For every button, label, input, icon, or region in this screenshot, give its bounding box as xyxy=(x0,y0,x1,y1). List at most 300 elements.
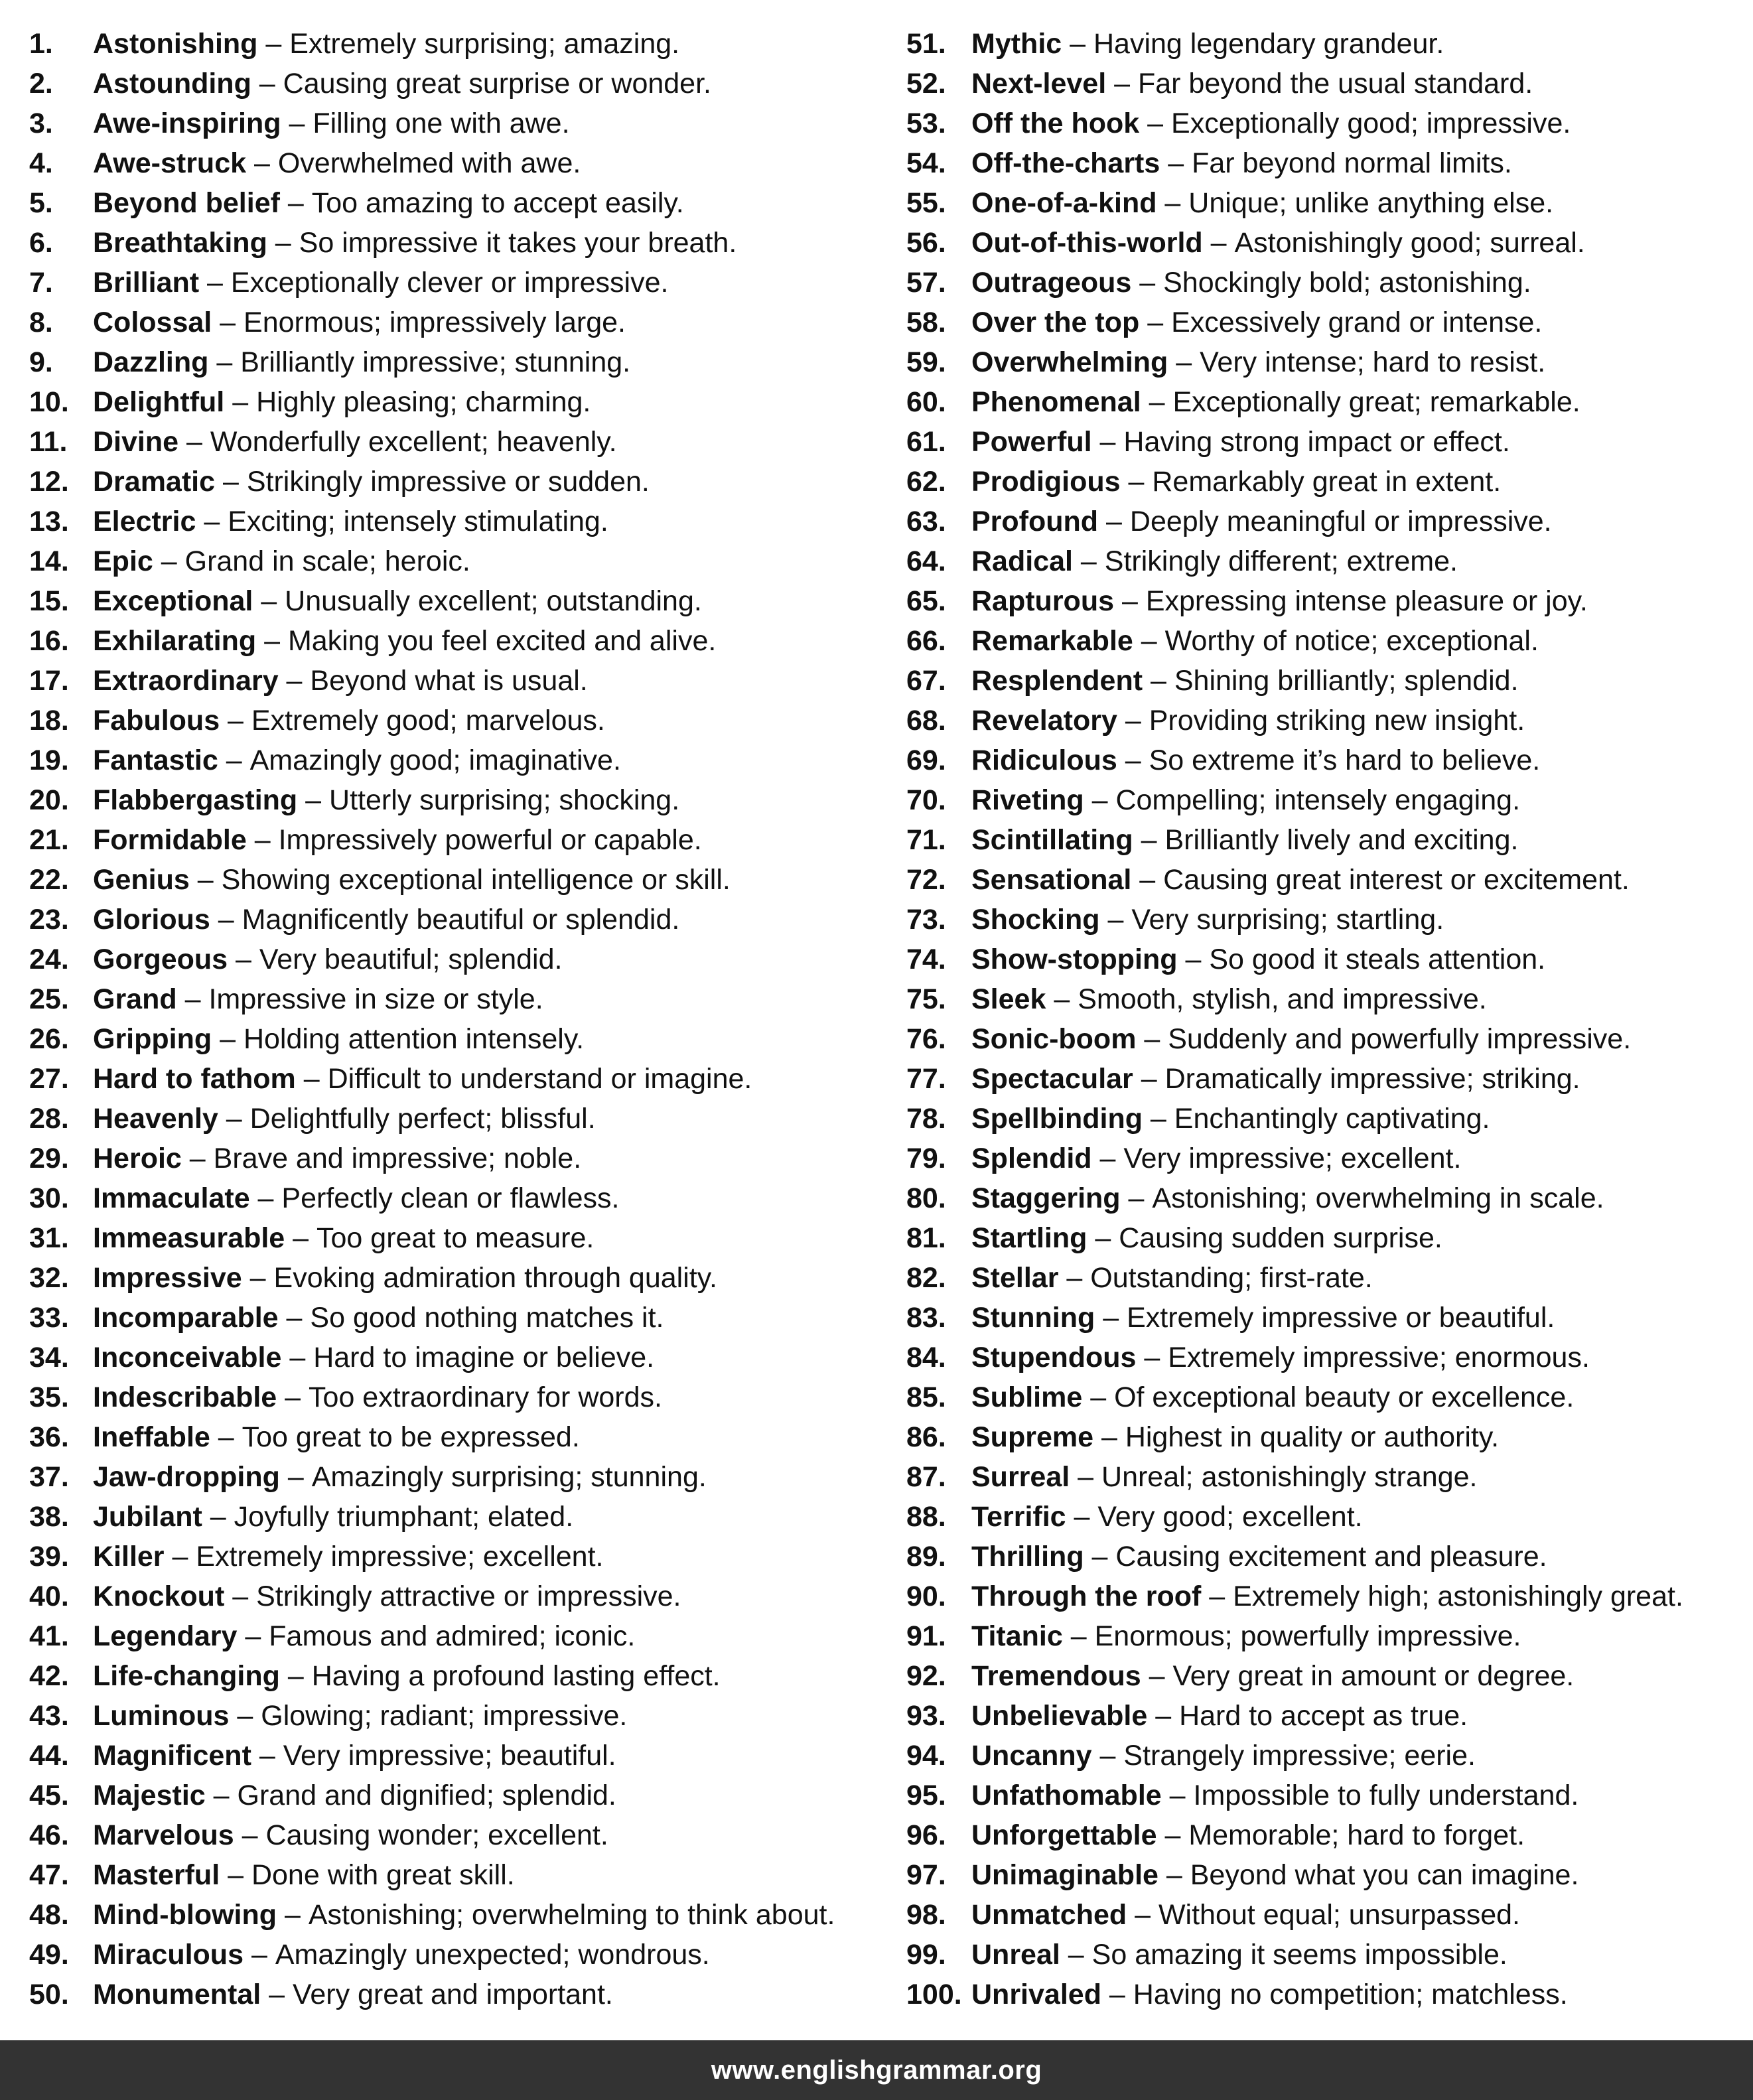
item-separator: – xyxy=(1131,267,1164,299)
list-item xyxy=(906,1139,1742,1178)
item-definition: Having legendary grandeur. xyxy=(1093,28,1444,60)
list-item xyxy=(29,64,885,104)
item-word: Dazzling xyxy=(93,346,209,378)
item-word: Sleek xyxy=(971,983,1046,1015)
item-definition: Exceptionally clever or impressive. xyxy=(230,267,669,299)
item-number: 46. xyxy=(29,1819,69,1851)
item-separator: – xyxy=(1141,1660,1173,1692)
item-separator: – xyxy=(281,107,313,139)
item-word: Epic xyxy=(93,545,153,577)
item-separator: – xyxy=(1066,1501,1098,1533)
list-item xyxy=(29,1059,885,1099)
item-number: 66. xyxy=(906,625,946,657)
item-definition: Amazingly surprising; stunning. xyxy=(311,1461,707,1493)
item-number: 26. xyxy=(29,1023,69,1055)
item-number: 85. xyxy=(906,1381,946,1413)
website-url[interactable]: www.englishgrammar.org xyxy=(711,2055,1042,2085)
item-number: 27. xyxy=(29,1063,69,1095)
item-word: Delightful xyxy=(93,386,225,418)
item-number: 10. xyxy=(29,386,69,418)
item-definition: Providing striking new insight. xyxy=(1149,705,1525,736)
item-word: Miraculous xyxy=(93,1939,244,1971)
item-separator: – xyxy=(210,1421,242,1453)
item-word: Supreme xyxy=(971,1421,1094,1453)
item-number: 80. xyxy=(906,1182,946,1214)
list-item xyxy=(906,780,1742,820)
item-word: Next-level xyxy=(971,68,1107,100)
item-number: 43. xyxy=(29,1700,69,1732)
item-separator: – xyxy=(1133,824,1165,856)
item-separator: – xyxy=(1177,944,1210,975)
item-number: 61. xyxy=(906,426,946,458)
item-definition: Having strong impact or effect. xyxy=(1123,426,1510,458)
item-separator: – xyxy=(1117,744,1149,776)
item-separator: – xyxy=(1120,466,1153,498)
list-item xyxy=(29,940,885,979)
item-separator: – xyxy=(253,585,285,617)
list-item xyxy=(906,940,1742,979)
item-definition: Astonishing; overwhelming in scale. xyxy=(1152,1182,1604,1214)
list-item xyxy=(906,422,1742,462)
item-definition: Magnificently beautiful or splendid. xyxy=(242,904,680,936)
list-item xyxy=(906,1616,1742,1656)
left-column-list xyxy=(29,24,885,2014)
item-definition: Expressing intense pleasure or joy. xyxy=(1145,585,1588,617)
item-number: 83. xyxy=(906,1302,946,1334)
list-item xyxy=(906,1457,1742,1497)
item-number: 92. xyxy=(906,1660,946,1692)
item-word: Indescribable xyxy=(93,1381,277,1413)
item-word: Immeasurable xyxy=(93,1222,285,1254)
item-definition: Brave and impressive; noble. xyxy=(213,1143,582,1174)
item-definition: Shining brilliantly; splendid. xyxy=(1174,665,1519,697)
item-number: 30. xyxy=(29,1182,69,1214)
item-definition: Done with great skill. xyxy=(251,1859,515,1891)
item-word: Jubilant xyxy=(93,1501,202,1533)
item-number: 47. xyxy=(29,1859,69,1891)
item-separator: – xyxy=(1133,625,1165,657)
list-item xyxy=(906,1895,1742,1935)
item-separator: – xyxy=(1158,1859,1190,1891)
item-definition: Enormous; powerfully impressive. xyxy=(1094,1620,1521,1652)
item-word: Divine xyxy=(93,426,179,458)
item-separator: – xyxy=(237,1620,269,1652)
item-definition: Utterly surprising; shocking. xyxy=(329,784,680,816)
item-definition: Causing great surprise or wonder. xyxy=(283,68,711,100)
item-word: Outrageous xyxy=(971,267,1132,299)
item-separator: – xyxy=(220,1859,251,1891)
item-word: Electric xyxy=(93,506,196,537)
item-definition: Smooth, stylish, and impressive. xyxy=(1078,983,1487,1015)
item-definition: Far beyond normal limits. xyxy=(1192,147,1512,179)
item-separator: – xyxy=(1084,1541,1116,1573)
item-definition: Extremely impressive; excellent. xyxy=(196,1541,604,1573)
item-separator: – xyxy=(285,1222,317,1254)
list-item xyxy=(29,860,885,900)
item-definition: Compelling; intensely engaging. xyxy=(1115,784,1521,816)
item-definition: Very good; excellent. xyxy=(1097,1501,1363,1533)
item-definition: Without equal; unsurpassed. xyxy=(1158,1899,1520,1931)
item-separator: – xyxy=(261,1979,293,2010)
item-number: 70. xyxy=(906,784,946,816)
list-item xyxy=(906,1855,1742,1895)
list-item xyxy=(29,1377,885,1417)
item-word: Surreal xyxy=(971,1461,1070,1493)
item-definition: Very impressive; excellent. xyxy=(1123,1143,1462,1174)
item-definition: Causing excitement and pleasure. xyxy=(1115,1541,1547,1573)
item-definition: Highly pleasing; charming. xyxy=(256,386,591,418)
item-definition: Grand and dignified; splendid. xyxy=(237,1780,616,1811)
item-word: Sensational xyxy=(971,864,1132,896)
item-word: Rapturous xyxy=(971,585,1114,617)
list-item xyxy=(29,661,885,701)
item-word: Heroic xyxy=(93,1143,182,1174)
item-number: 65. xyxy=(906,585,946,617)
item-word: Riveting xyxy=(971,784,1084,816)
item-separator: – xyxy=(279,187,312,219)
list-item xyxy=(29,1099,885,1139)
list-item xyxy=(906,1377,1742,1417)
item-number: 86. xyxy=(906,1421,946,1453)
item-separator: – xyxy=(251,1740,283,1772)
item-definition: Famous and admired; iconic. xyxy=(269,1620,636,1652)
item-separator: – xyxy=(1133,1063,1165,1095)
item-word: Radical xyxy=(971,545,1073,577)
item-number: 9. xyxy=(29,346,53,378)
item-separator: – xyxy=(277,1381,309,1413)
item-definition: Remarkably great in extent. xyxy=(1152,466,1502,498)
item-definition: So amazing it seems impossible. xyxy=(1091,1939,1508,1971)
item-word: Killer xyxy=(93,1541,165,1573)
list-item xyxy=(906,1099,1742,1139)
item-definition: Extremely impressive; enormous. xyxy=(1168,1342,1590,1373)
item-number: 73. xyxy=(906,904,946,936)
item-number: 7. xyxy=(29,267,53,299)
item-definition: So good it steals attention. xyxy=(1209,944,1546,975)
list-item xyxy=(29,1338,885,1377)
item-definition: Far beyond the usual standard. xyxy=(1137,68,1533,100)
item-separator: – xyxy=(1070,1461,1102,1493)
item-word: Startling xyxy=(971,1222,1087,1254)
list-item xyxy=(29,621,885,661)
list-item xyxy=(29,1019,885,1059)
item-number: 77. xyxy=(906,1063,946,1095)
item-number: 34. xyxy=(29,1342,69,1373)
item-number: 37. xyxy=(29,1461,69,1493)
list-item xyxy=(906,661,1742,701)
item-number: 52. xyxy=(906,68,946,100)
item-number: 69. xyxy=(906,744,946,776)
item-definition: Brilliantly impressive; stunning. xyxy=(240,346,631,378)
item-separator: – xyxy=(1160,147,1192,179)
item-number: 53. xyxy=(906,107,946,139)
item-definition: Joyfully triumphant; elated. xyxy=(234,1501,574,1533)
item-word: Unreal xyxy=(971,1939,1060,1971)
list-item xyxy=(29,1696,885,1736)
item-word: Genius xyxy=(93,864,190,896)
item-word: Masterful xyxy=(93,1859,220,1891)
item-number: 23. xyxy=(29,904,69,936)
item-word: Knockout xyxy=(93,1580,225,1612)
item-number: 99. xyxy=(906,1939,946,1971)
list-item xyxy=(906,820,1742,860)
list-item xyxy=(906,462,1742,502)
item-number: 50. xyxy=(29,1979,69,2010)
list-item xyxy=(29,900,885,940)
list-item xyxy=(29,1975,885,2014)
list-item xyxy=(29,1417,885,1457)
item-number: 51. xyxy=(906,28,946,60)
item-separator: – xyxy=(1101,1979,1133,2010)
item-word: Marvelous xyxy=(93,1819,234,1851)
item-word: Profound xyxy=(971,506,1099,537)
item-word: Impressive xyxy=(93,1262,242,1294)
item-separator: – xyxy=(278,1302,311,1334)
list-item xyxy=(29,24,885,64)
item-word: Spellbinding xyxy=(971,1103,1143,1135)
item-definition: Strikingly different; extreme. xyxy=(1104,545,1458,577)
item-definition: Exceptionally great; remarkable. xyxy=(1172,386,1580,418)
list-item xyxy=(906,1338,1742,1377)
list-item xyxy=(29,1139,885,1178)
right-column-list xyxy=(906,24,1742,2014)
item-definition: Impressive in size or style. xyxy=(208,983,543,1015)
item-definition: Amazingly unexpected; wondrous. xyxy=(275,1939,710,1971)
list-item xyxy=(29,382,885,422)
item-definition: Excessively grand or intense. xyxy=(1171,307,1543,338)
item-number: 11. xyxy=(29,426,68,458)
item-word: Powerful xyxy=(971,426,1092,458)
list-item xyxy=(29,1178,885,1218)
item-word: Remarkable xyxy=(971,625,1133,657)
item-word: Formidable xyxy=(93,824,247,856)
item-word: Incomparable xyxy=(93,1302,279,1334)
item-separator: – xyxy=(1136,1023,1168,1055)
item-definition: Strikingly attractive or impressive. xyxy=(256,1580,681,1612)
item-word: Dramatic xyxy=(93,466,216,498)
item-definition: Delightfully perfect; blissful. xyxy=(249,1103,596,1135)
item-definition: Memorable; hard to forget. xyxy=(1188,1819,1525,1851)
item-definition: Strikingly impressive or sudden. xyxy=(246,466,650,498)
item-word: Shocking xyxy=(971,904,1100,936)
item-separator: – xyxy=(1106,68,1138,100)
item-separator: – xyxy=(1099,904,1132,936)
item-separator: – xyxy=(1093,1421,1125,1453)
item-word: Flabbergasting xyxy=(93,784,298,816)
item-number: 41. xyxy=(29,1620,69,1652)
item-definition: Difficult to understand or imagine. xyxy=(327,1063,752,1095)
list-item xyxy=(29,1895,885,1935)
item-separator: – xyxy=(176,983,209,1015)
item-number: 4. xyxy=(29,147,53,179)
list-item xyxy=(29,1298,885,1338)
item-separator: – xyxy=(246,147,278,179)
item-word: Grand xyxy=(93,983,177,1015)
list-item xyxy=(29,1855,885,1895)
item-number: 100. xyxy=(906,1979,962,2010)
list-item xyxy=(906,740,1742,780)
item-word: Mythic xyxy=(971,28,1062,60)
item-word: Stupendous xyxy=(971,1342,1137,1373)
item-number: 57. xyxy=(906,267,946,299)
item-definition: Making you feel excited and alive. xyxy=(287,625,717,657)
item-number: 42. xyxy=(29,1660,69,1692)
item-number: 81. xyxy=(906,1222,946,1254)
item-definition: Causing sudden surprise. xyxy=(1119,1222,1442,1254)
item-number: 24. xyxy=(29,944,69,975)
item-number: 90. xyxy=(906,1580,946,1612)
footer-bar xyxy=(0,2040,1753,2100)
item-definition: Perfectly clean or flawless. xyxy=(281,1182,620,1214)
item-definition: Impossible to fully understand. xyxy=(1193,1780,1579,1811)
item-separator: – xyxy=(224,386,257,418)
item-definition: Hard to imagine or believe. xyxy=(313,1342,655,1373)
item-number: 58. xyxy=(906,307,946,338)
item-separator: – xyxy=(1131,864,1164,896)
item-number: 31. xyxy=(29,1222,69,1254)
item-separator: – xyxy=(1120,1182,1153,1214)
list-item xyxy=(29,223,885,263)
item-separator: – xyxy=(281,1342,314,1373)
item-separator: – xyxy=(256,625,288,657)
item-word: Life-changing xyxy=(93,1660,280,1692)
item-number: 16. xyxy=(29,625,69,657)
item-word: Sonic-boom xyxy=(971,1023,1137,1055)
item-definition: Unique; unlike anything else. xyxy=(1188,187,1554,219)
list-item xyxy=(29,1776,885,1815)
item-word: Colossal xyxy=(93,307,212,338)
item-definition: Glowing; radiant; impressive. xyxy=(261,1700,628,1732)
item-number: 82. xyxy=(906,1262,946,1294)
item-separator: – xyxy=(1091,1143,1124,1174)
item-definition: Extremely high; astonishingly great. xyxy=(1233,1580,1683,1612)
item-separator: – xyxy=(228,944,259,975)
item-word: Off the hook xyxy=(971,107,1140,139)
list-item xyxy=(29,1616,885,1656)
list-item xyxy=(906,979,1742,1019)
item-separator: – xyxy=(1058,1262,1091,1294)
item-separator: – xyxy=(1072,545,1105,577)
item-definition: Too great to be expressed. xyxy=(242,1421,580,1453)
item-separator: – xyxy=(164,1541,196,1573)
item-separator: – xyxy=(1136,1342,1168,1373)
item-separator: – xyxy=(277,1899,309,1931)
item-separator: – xyxy=(1060,1939,1092,1971)
item-number: 36. xyxy=(29,1421,69,1453)
item-word: Scintillating xyxy=(971,824,1133,856)
item-number: 38. xyxy=(29,1501,69,1533)
list-item xyxy=(906,581,1742,621)
item-definition: Astonishing; overwhelming to think about. xyxy=(308,1899,835,1931)
item-separator: – xyxy=(278,665,311,697)
list-item xyxy=(906,303,1742,342)
item-word: Majestic xyxy=(93,1780,206,1811)
item-number: 56. xyxy=(906,227,946,259)
list-item xyxy=(906,64,1742,104)
item-word: Awe-inspiring xyxy=(93,107,281,139)
item-definition: Too amazing to accept easily. xyxy=(311,187,684,219)
item-number: 15. xyxy=(29,585,69,617)
item-number: 95. xyxy=(906,1780,946,1811)
item-separator: – xyxy=(251,68,283,100)
item-definition: Causing wonder; excellent. xyxy=(265,1819,608,1851)
item-number: 74. xyxy=(906,944,946,975)
item-separator: – xyxy=(1168,346,1200,378)
item-definition: Deeply meaningful or impressive. xyxy=(1129,506,1552,537)
item-definition: Highest in quality or authority. xyxy=(1125,1421,1500,1453)
item-separator: – xyxy=(1142,1103,1174,1135)
item-number: 54. xyxy=(906,147,946,179)
item-number: 87. xyxy=(906,1461,946,1493)
list-item xyxy=(29,263,885,303)
list-item xyxy=(29,1656,885,1696)
item-word: Stunning xyxy=(971,1302,1095,1334)
item-definition: Enormous; impressively large. xyxy=(244,307,626,338)
item-definition: Holding attention intensely. xyxy=(243,1023,585,1055)
item-number: 22. xyxy=(29,864,69,896)
item-word: Fantastic xyxy=(93,744,218,776)
item-number: 84. xyxy=(906,1342,946,1373)
list-item xyxy=(906,143,1742,183)
item-definition: Suddenly and powerfully impressive. xyxy=(1168,1023,1632,1055)
item-separator: – xyxy=(242,1262,274,1294)
item-definition: Beyond what is usual. xyxy=(310,665,588,697)
list-item xyxy=(29,183,885,223)
item-word: Prodigious xyxy=(971,466,1121,498)
item-word: Unfathomable xyxy=(971,1780,1162,1811)
list-item xyxy=(906,541,1742,581)
list-item xyxy=(906,621,1742,661)
list-item xyxy=(29,462,885,502)
item-separator: – xyxy=(189,864,222,896)
item-definition: Filling one with awe. xyxy=(313,107,570,139)
item-separator: – xyxy=(1062,1620,1095,1652)
item-separator: – xyxy=(1127,1899,1158,1931)
list-item xyxy=(29,979,885,1019)
item-word: Unmatched xyxy=(971,1899,1127,1931)
list-item xyxy=(906,1019,1742,1059)
list-item xyxy=(29,1576,885,1616)
item-definition: Evoking admiration through quality. xyxy=(273,1262,717,1294)
list-item xyxy=(29,1935,885,1975)
item-definition: Causing great interest or excitement. xyxy=(1163,864,1630,896)
item-definition: So good nothing matches it. xyxy=(310,1302,664,1334)
item-word: Gripping xyxy=(93,1023,212,1055)
item-definition: Astonishingly good; surreal. xyxy=(1234,227,1585,259)
item-definition: Showing exceptional intelligence or skill. xyxy=(221,864,731,896)
item-number: 60. xyxy=(906,386,946,418)
item-definition: Enchantingly captivating. xyxy=(1174,1103,1490,1135)
item-number: 88. xyxy=(906,1501,946,1533)
item-number: 93. xyxy=(906,1700,946,1732)
item-separator: – xyxy=(234,1819,266,1851)
item-number: 62. xyxy=(906,466,946,498)
list-item xyxy=(906,1975,1742,2014)
item-number: 28. xyxy=(29,1103,69,1135)
item-separator: – xyxy=(202,1501,234,1533)
item-number: 75. xyxy=(906,983,946,1015)
item-separator: – xyxy=(295,1063,328,1095)
item-separator: – xyxy=(208,346,241,378)
list-item xyxy=(29,581,885,621)
item-definition: Too great to measure. xyxy=(316,1222,595,1254)
item-separator: – xyxy=(218,744,250,776)
item-separator: – xyxy=(279,1660,312,1692)
item-definition: Beyond what you can imagine. xyxy=(1190,1859,1579,1891)
item-definition: Very great and important. xyxy=(293,1979,613,2010)
item-word: Stellar xyxy=(971,1262,1059,1294)
item-separator: – xyxy=(196,506,228,537)
